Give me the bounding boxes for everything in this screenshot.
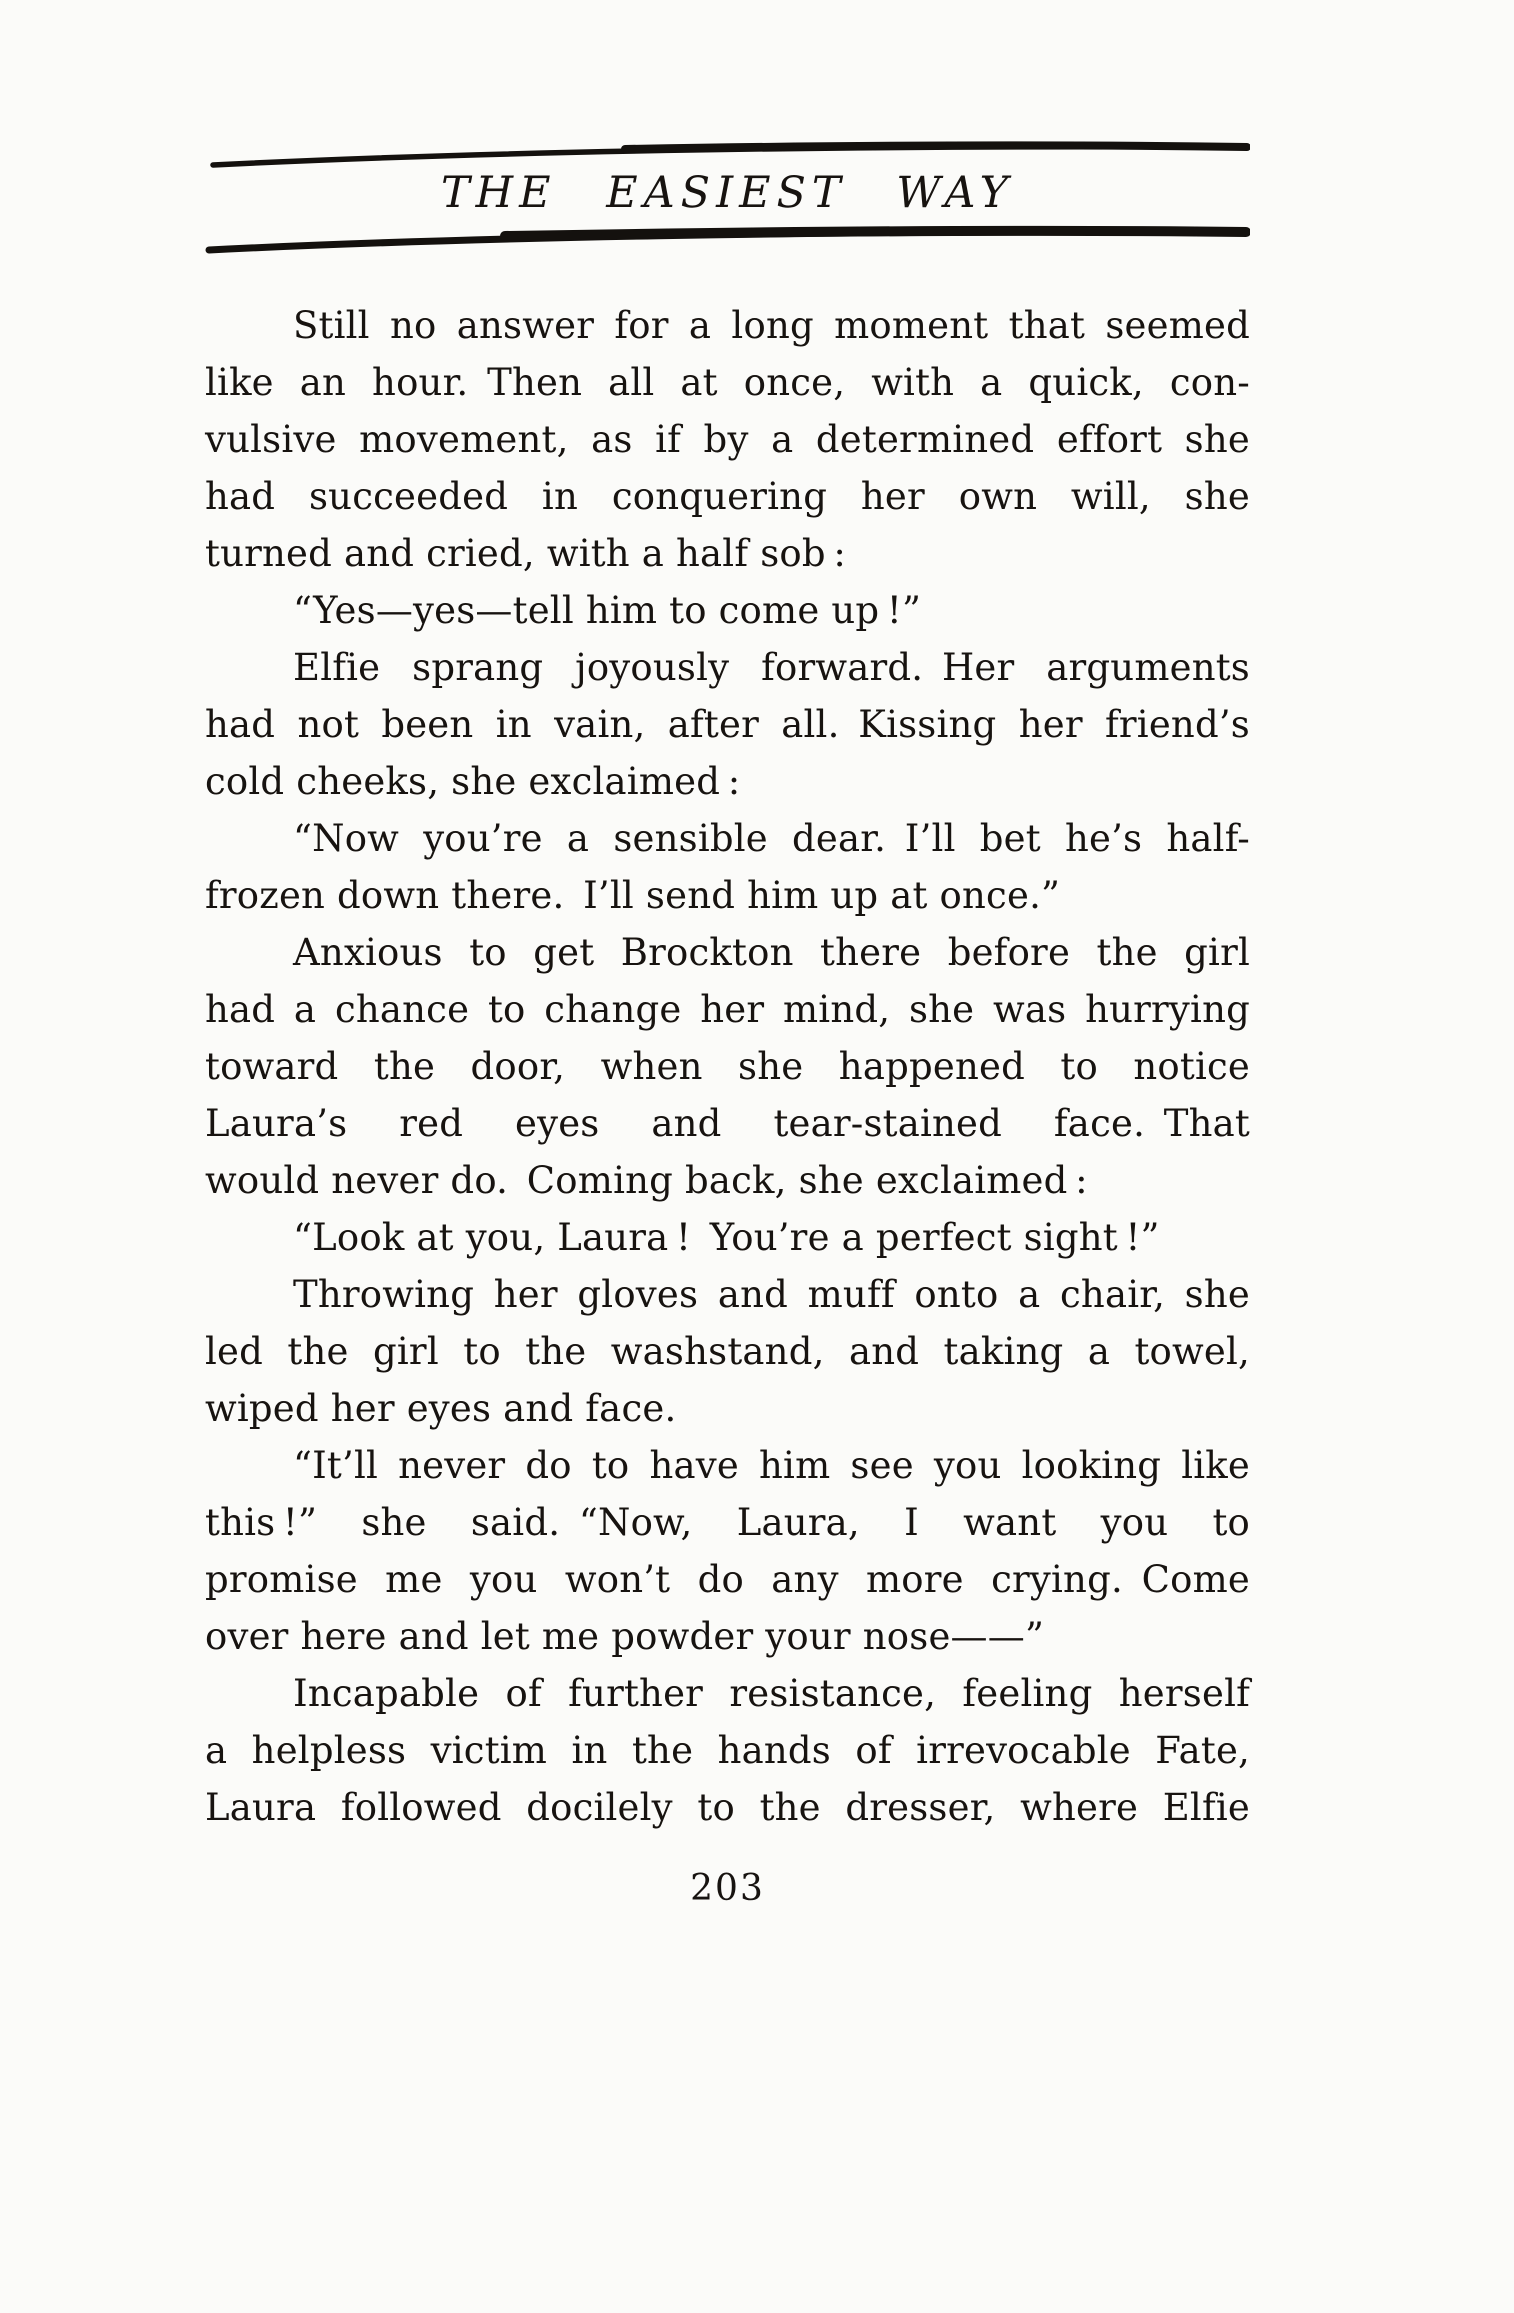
text-line: Elfie sprang joyously forward. Her arguments <box>293 646 1250 689</box>
text-line: cold cheeks, she exclaimed : <box>205 760 741 803</box>
text-line: Incapable of further resistance, feeling herself <box>293 1672 1250 1715</box>
text-line: had not been in vain, after all. Kissing her friend’s <box>205 703 1250 746</box>
text-line: turned and cried, with a half sob : <box>205 532 847 575</box>
page-number: 203 <box>690 1868 765 1909</box>
text-line: would never do. Coming back, she exclaimed : <box>205 1159 1088 1202</box>
text-line: “Yes—yes—tell him to come up !” <box>293 589 922 632</box>
text-line: a helpless victim in the hands of irrevocable Fate, <box>205 1729 1250 1772</box>
text-line: Throwing her gloves and muff onto a chair, she <box>293 1273 1250 1316</box>
text-line: Laura followed docilely to the dresser, where Elfie <box>205 1786 1250 1829</box>
text-line: Still no answer for a long moment that seemed <box>293 304 1250 347</box>
text-line: over here and let me powder your nose——” <box>205 1615 1045 1658</box>
text-line: wiped her eyes and face. <box>205 1387 677 1430</box>
text-line: toward the door, when she happened to notice <box>205 1045 1250 1088</box>
text-line: like an hour. Then all at once, with a quick, con- <box>205 361 1250 404</box>
text-line: had a chance to change her mind, she was hurrying <box>205 988 1250 1031</box>
text-line: vulsive movement, as if by a determined effort she <box>205 418 1250 461</box>
text-line: “It’ll never do to have him see you looking like <box>293 1444 1250 1487</box>
text-line: Anxious to get Brockton there before the girl <box>293 931 1250 974</box>
header-rule-bottom <box>205 221 1250 255</box>
text-line: led the girl to the washstand, and taking a towel, <box>205 1330 1250 1373</box>
text-line: “Now you’re a sensible dear. I’ll bet he’s half- <box>293 817 1250 860</box>
running-head-title: THE EASIEST WAY <box>440 168 1015 218</box>
text-line: “Look at you, Laura ! You’re a perfect sight !” <box>293 1216 1160 1259</box>
text-line: this !” she said. “Now, Laura, I want you to <box>205 1501 1250 1544</box>
text-line: Laura’s red eyes and tear-stained face. That <box>205 1102 1250 1145</box>
text-line: promise me you won’t do any more crying. Come <box>205 1558 1250 1601</box>
text-line: frozen down there. I’ll send him up at once.” <box>205 874 1061 917</box>
text-column <box>205 138 1250 1909</box>
header-rule-top <box>205 138 1250 170</box>
body-text <box>205 297 1250 1836</box>
text-line: had succeeded in conquering her own will, she <box>205 475 1250 518</box>
